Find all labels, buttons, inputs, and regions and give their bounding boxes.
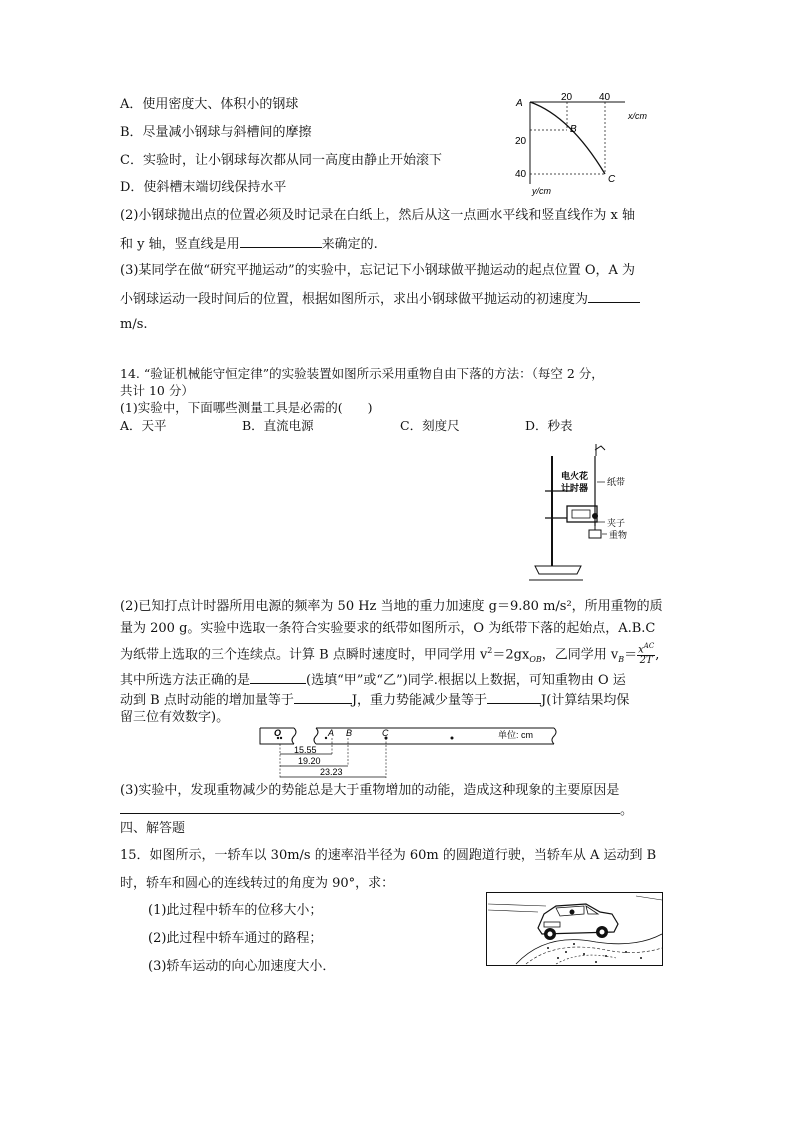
timer-label-1: 电火花: [561, 471, 589, 481]
y-tick-20: 20: [515, 136, 527, 147]
q14-part2-line2: 量为 200 g。实验中选取一条符合实验要求的纸带如图所示，O 为纸带下落的起始点，A.B.C: [120, 621, 656, 636]
answer-blank[interactable]: [120, 802, 620, 814]
point-a-label: A: [516, 98, 523, 109]
trajectory-curve: [530, 102, 605, 174]
answer-blank[interactable]: [240, 236, 322, 248]
q13-option-a: A．使用密度大、体积小的钢球: [120, 97, 299, 112]
y-tick-40: 40: [515, 169, 527, 180]
q15-item-1: (1)此过程中轿车的位移大小；: [148, 903, 323, 918]
clip-label: 夹子: [607, 518, 626, 528]
answer-blank[interactable]: [250, 672, 306, 684]
x-axis-label: x/cm: [628, 111, 647, 121]
tape-point-c: C: [382, 728, 389, 738]
x-tick-20: 20: [561, 92, 573, 103]
q13-part3-line2: 小钢球运动一段时间后的位置，根据如图所示，求出小钢球做平抛运动的初速度为: [120, 291, 640, 306]
paper-tape-figure: [258, 726, 568, 780]
q13-option-c: C．实验时，让小钢球每次都从同一高度由静止开始滚下: [120, 153, 442, 168]
q15-item-3: (3)轿车运动的向心加速度大小．: [148, 959, 336, 974]
q14-part2-line5: 动到 B 点时动能的增加量等于 J，重力势能减少量等于 J(计算结果均保: [120, 693, 630, 708]
q14-title-line1: 14. “验证机械能守恒定律”的实验装置如图所示采用重物自由下落的方法：（每空 2 分，: [120, 366, 604, 381]
q14-part3-line1: (3)实验中，发现重物减少的势能总是大于重物增加的动能，造成这种现象的主要原因是: [120, 783, 620, 798]
car-illustration: [486, 892, 663, 966]
answer-blank[interactable]: [294, 692, 352, 704]
y-axis-label: y/cm: [532, 186, 551, 196]
velocity-fraction: $\frac{x^{AC}}{2T}$: [638, 641, 655, 667]
tape-point-a: A: [328, 728, 335, 738]
q14-part2-line3: 为纸带上选取的三个连续点。计算 B 点瞬时速度时，甲同学用 $v^2=2gx_{OB}$，乙同学用 $v_B=$ $\frac{x^{AC}}{2T}$ ,: [120, 641, 660, 667]
distance-ob: 19.20: [298, 756, 321, 766]
q15-line1: 15．如图所示，一轿车以 30m/s 的速率沿半径为 60m 的圆跑道行驶，当轿车从 A 运动到 B: [120, 848, 657, 863]
q13-option-b: B．尽量减小钢球与斜槽间的摩擦: [120, 125, 312, 140]
clip: [592, 513, 598, 519]
distance-oc: 23.23: [320, 767, 343, 777]
tape-unit: 单位: cm: [498, 730, 533, 740]
timer-device: [567, 506, 597, 522]
q14-title-line2: 共计 10 分）: [120, 383, 194, 398]
q13-part3-line1: (3)某同学在做“研究平抛运动”的实验中，忘记记下小钢球做平抛运动的起点位置 O，A 为: [120, 263, 636, 278]
x-tick-40: 40: [599, 92, 611, 103]
apparatus-figure: [525, 442, 665, 582]
answer-blank[interactable]: [487, 692, 541, 704]
q14-part3-line2: 。: [120, 802, 633, 817]
q13-part3-line3: m/s.: [120, 317, 148, 332]
tape-point-o: O: [274, 728, 282, 738]
q14-part2-line4: 其中所选方法正确的是 (选填“甲”或“乙”)同学.根据以上数据，可知重物由 O 运: [120, 673, 626, 688]
tape-point-b: B: [346, 728, 353, 738]
q14-option-b: B．直流电源: [242, 418, 314, 433]
q14-part2-line6: 留三位有效数字)。: [120, 710, 230, 725]
trajectory-graph: [510, 92, 680, 196]
q13-part2-line2: 和 y 轴，竖直线是用 来确定的.: [120, 237, 378, 252]
timer-label-2: 计时器: [561, 483, 589, 493]
distance-oa: 15.55: [294, 745, 317, 755]
q14-option-d: D．秒表: [525, 418, 573, 433]
weight: [589, 530, 601, 538]
tape-label: 纸带: [607, 477, 626, 487]
q14-part1: (1)实验中，下面哪些测量工具是必需的( ): [120, 400, 373, 415]
q14-option-c: C．刻度尺: [400, 418, 460, 433]
point-b-label: B: [570, 124, 577, 135]
q13-part2-line1: (2)小钢球抛出点的位置必须及时记录在白纸上，然后从这一点画水平线和竖直线作为 x 轴: [120, 208, 636, 223]
q15-line2: 时，轿车和圆心的连线转过的角度为 90°，求：: [120, 876, 395, 891]
q14-option-a: A．天平: [120, 418, 167, 433]
section-heading: 四、解答题: [120, 821, 186, 836]
q13-option-d: D．使斜槽末端切线保持水平: [120, 180, 287, 195]
answer-blank[interactable]: [588, 291, 640, 303]
point-c-label: C: [608, 174, 616, 185]
q15-item-2: (2)此过程中轿车通过的路程；: [148, 931, 323, 946]
q14-part2-line1: (2)已知打点计时器所用电源的频率为 50 Hz 当地的重力加速度 g＝9.80 m/s²，所用重物的质: [120, 599, 663, 614]
weight-label: 重物: [609, 530, 628, 540]
